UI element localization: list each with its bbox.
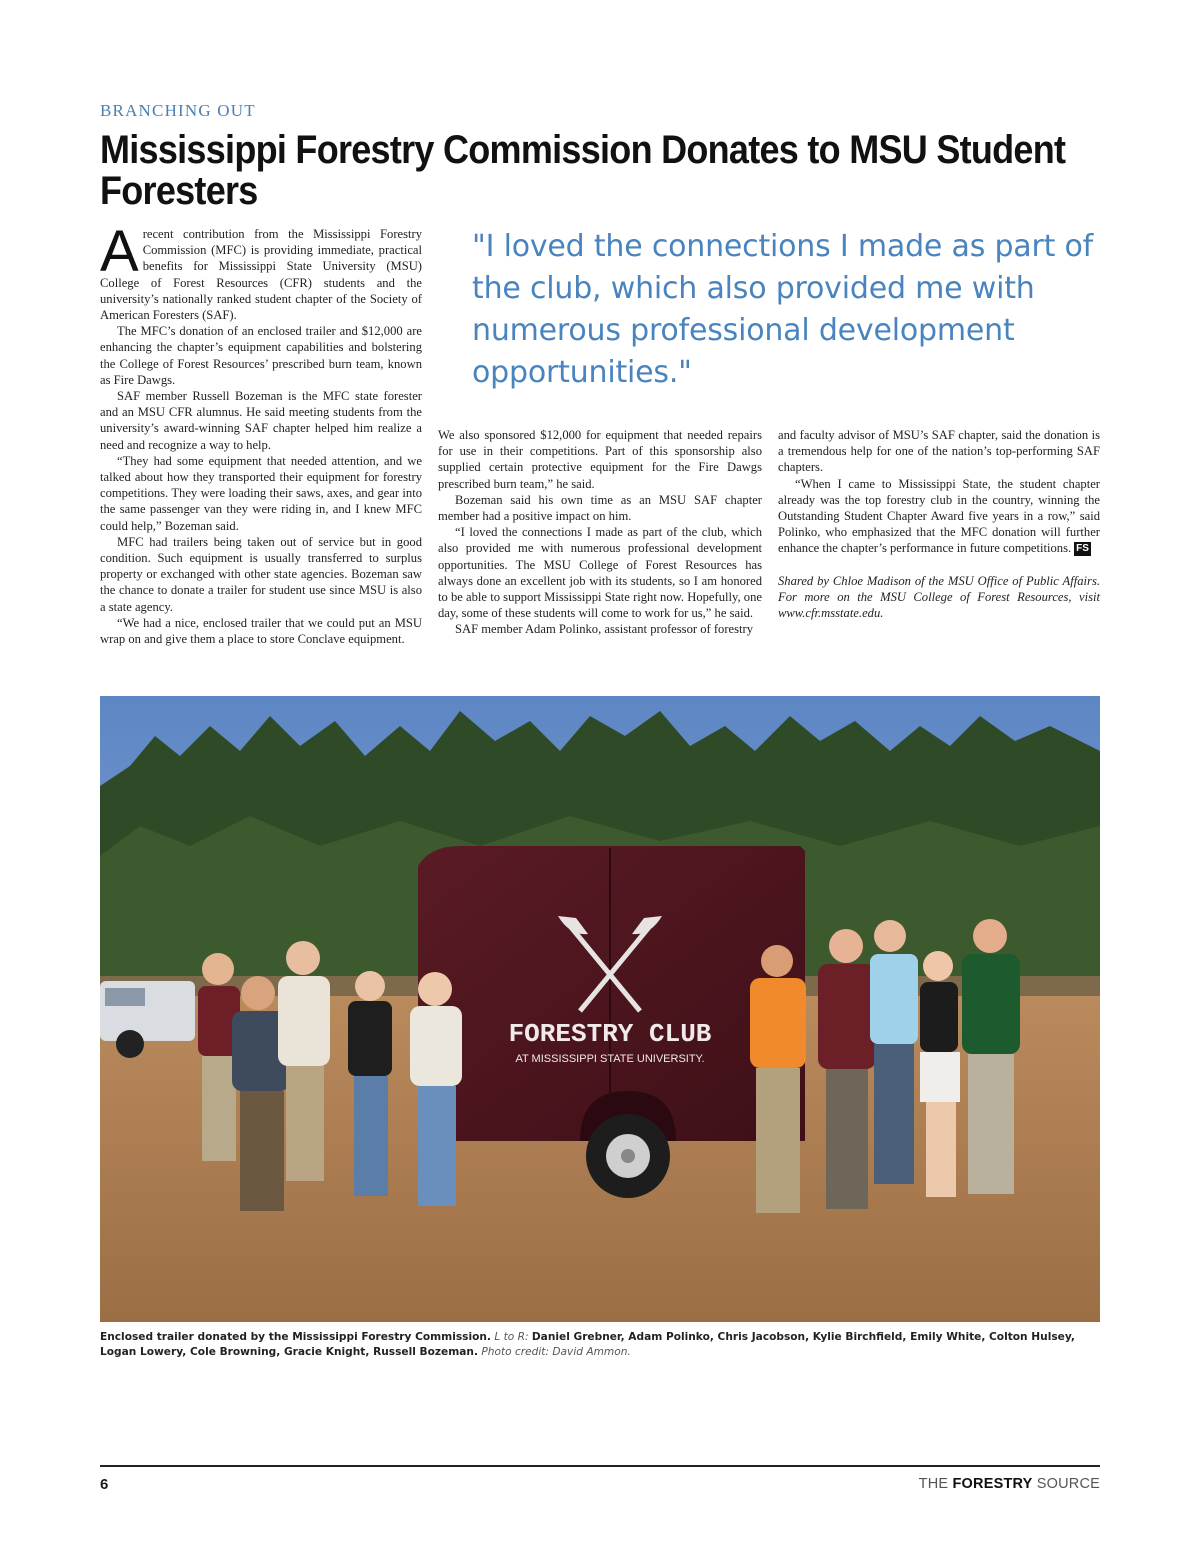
paragraph <box>100 219 422 323</box>
paragraph: SAF member Russell Bozeman is the MFC state forester and an MSU CFR alumnus. He said meeting students from the university’s award-winning SAF chapter helped him realize a need and recognize a way to help. <box>100 389 422 452</box>
masthead-forestry: FORESTRY <box>952 1476 1033 1492</box>
article-photo <box>100 696 1100 1322</box>
trailer-subtitle: AT MISSISSIPPI STATE UNIVERSITY. <box>515 1053 705 1065</box>
masthead-source: SOURCE <box>1036 1476 1100 1492</box>
photo-illustration <box>100 696 1100 1322</box>
paragraph <box>778 476 1100 557</box>
masthead-the: THE <box>918 1476 949 1492</box>
article-title: Mississippi Forestry Commission Donates to MSU Student Foresters <box>100 128 1066 213</box>
trailer-title: FORESTRY CLUB <box>508 1019 712 1049</box>
paragraph: SAF member Adam Polinko, assistant professor of forestry <box>455 622 754 637</box>
article-column-3 <box>778 427 1100 621</box>
paragraph: We also sponsored $12,000 for equipment that needed repairs for use in their competitions. Part of this sponsorship also supplied certain protective equipment for the Fire Dawgs prescribed burn team,” he said. <box>438 428 762 491</box>
footer-rule <box>100 1465 1100 1467</box>
caption-photo-credit: Photo credit: David Ammon. <box>481 1346 631 1358</box>
paragraph: “They had some equipment that needed attention, and we talked about how they transported their equipment for forestry competitions. They were loading their saws, axes, and gear into the same passenger van they were riding in, and I knew MFC could help,” Bozeman said. <box>100 453 422 533</box>
article-column-2 <box>438 427 762 638</box>
article-credit: Shared by Chloe Madison of the MSU Office of Public Affairs. For more on the MSU College of Forest Resources, visit www.cfr.msstate.edu. <box>778 573 1100 621</box>
paragraph: and faculty advisor of MSU’s SAF chapter, said the donation is a tremendous help for one of the nation’s top-performing SAF chapters. <box>778 428 1100 475</box>
end-mark-badge: FS <box>1076 543 1089 555</box>
article-column-1 <box>100 219 422 647</box>
drop-cap: A <box>100 219 139 284</box>
page-number: 6 <box>100 1476 109 1493</box>
caption-names: Daniel Grebner, Adam Polinko, Chris Jacobson, Kylie Birchfield, Emily White, Colton Hulsey, Logan Lowery, Cole Browning, Gracie Knight, Russell Bozeman. <box>100 1331 1075 1358</box>
paragraph-text: “When I came to Mississippi State, the student chapter already was the top forestry club in the country, winning the Outstanding Student Chapter Award five years in a row,” said Polinko, who emphasized that the MFC donation will further enhance the chapter’s performance in future competitions. <box>778 476 1100 556</box>
caption-lead: Enclosed trailer donated by the Mississippi Forestry Commission. <box>100 1331 491 1343</box>
paragraph: The MFC’s donation of an enclosed trailer and $12,000 are enhancing the chapter’s equipment capabilities and bolstering the College of Forest Resources’ prescribed burn team, known as Fire Dawgs. <box>100 324 422 387</box>
paragraph: MFC had trailers being taken out of service but in good condition. Such equipment is usually transferred to surplus property or exchanged with other state agencies. Bozeman saw the chance to donate a trailer for student use since MSU is also a state agency. <box>100 534 422 614</box>
paragraph: “We had a nice, enclosed trailer that we could put an MSU wrap on and give them a place to store Conclave equipment. <box>100 615 422 647</box>
photo-caption <box>100 1330 1100 1360</box>
paragraph: “I loved the connections I made as part of the club, which also provided me with numerous professional development opportunities. The MSU College of Forest Resources has always done an excellent job with its students, so I am honored to be able to support Mississippi State right now. Hopefully, one day, some of these students will come to work for us,” he said. <box>438 525 762 621</box>
paragraph: Bozeman said his own time as an MSU SAF chapter member had a positive impact on him. <box>438 492 762 524</box>
publication-masthead <box>919 1476 1100 1492</box>
pull-quote: "I loved the connections I made as part of the club, which also provided me with numerous professional development opportunities." <box>472 229 1094 390</box>
section-kicker: BRANCHING OUT <box>100 101 256 120</box>
paragraph-text: recent contribution from the Mississippi Forestry Commission (MFC) is providing immediate, practical benefits for Mississippi State University (MSU) College of Forest Resources (CFR) students and the university’s nationally ranked student chapter of the Society of American Foresters (SAF). <box>100 227 422 323</box>
caption-ltor: L to R: <box>494 1331 529 1343</box>
